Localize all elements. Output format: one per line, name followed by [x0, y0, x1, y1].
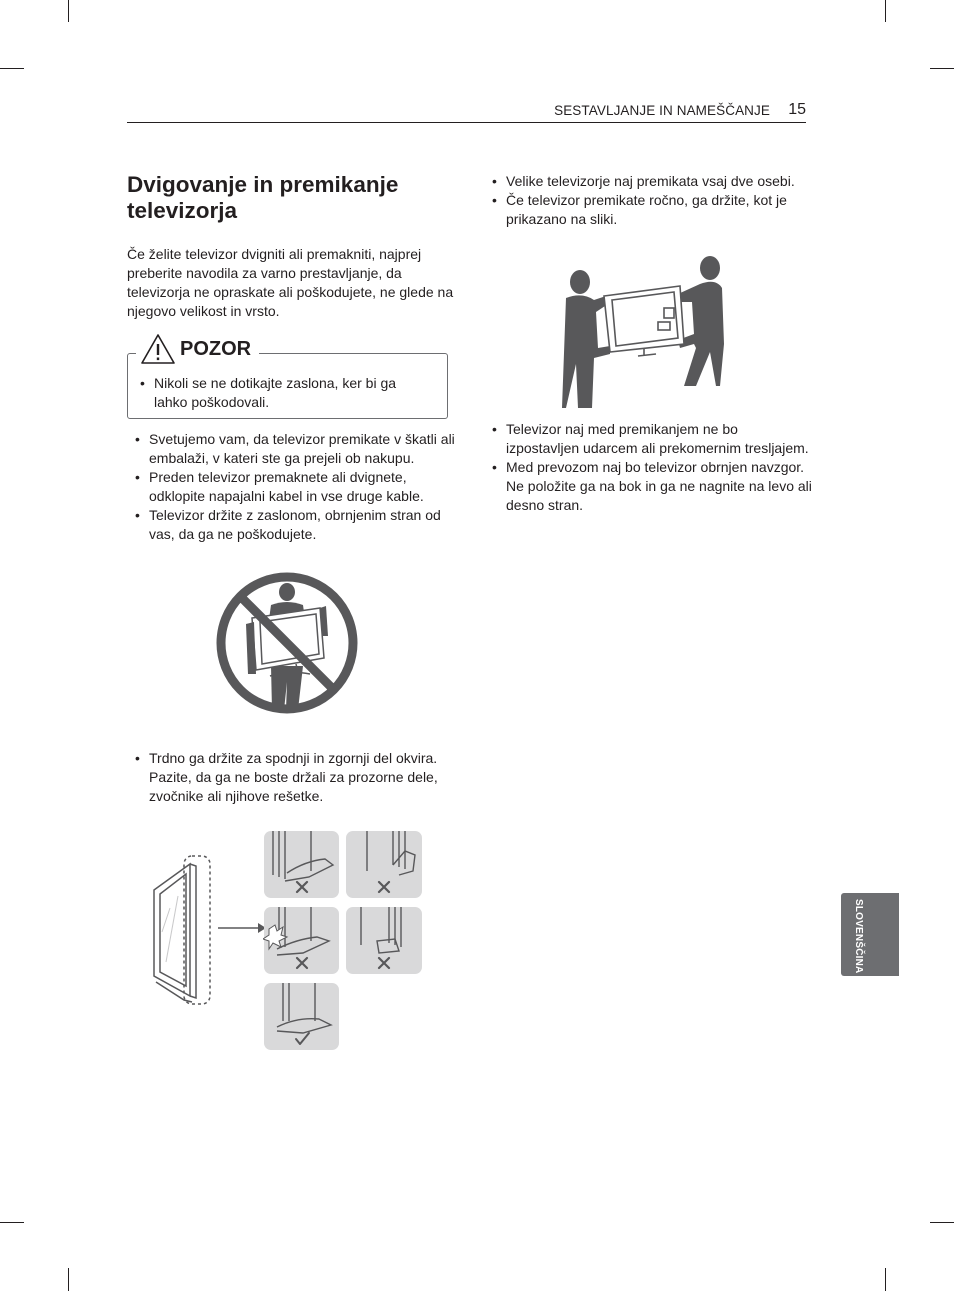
caution-title: POZOR: [180, 337, 252, 360]
language-label: SLOVENŠČINA: [853, 899, 864, 974]
tv-side-view-illustration: [148, 852, 268, 1008]
handling-tips-list: [127, 430, 457, 544]
page-number: 15: [788, 101, 806, 118]
wrong-carry-illustration: [214, 570, 360, 716]
intro-paragraph: Če želite televizor dvigniti ali premakniti, najprej preberite navodila za varno prestavljanje, da televizorja ne opraskate ali poškodujete, ne glede na njegovo velikost in vrsto.: [127, 246, 454, 319]
list-item: • Med prevozom naj bo televizor obrnjen navzgor. Ne položite ga na bok in ga ne nagnite na levo ali desno stran.: [484, 458, 814, 515]
list-item: • Televizor držite z zaslonom, obrnjenim stran od vas, da ga ne poškodujete.: [127, 506, 457, 544]
caution-list: [132, 374, 432, 412]
two-person-carry-illustration: [560, 252, 728, 410]
crop-mark: [930, 68, 954, 69]
crop-mark: [0, 68, 24, 69]
crop-mark: [68, 0, 69, 22]
crop-mark: [0, 1222, 24, 1223]
list-item: • Trdno ga držite za spodnji in zgornji del okvira. Pazite, da ga ne boste držali za prozorne dele, zvočnike ali njihove rešetke.: [127, 749, 457, 806]
list-item: • Svetujemo vam, da televizor premikate v škatli ali embalaži, v kateri ste ga prejeli ob nakupu.: [127, 430, 457, 468]
caution-box: [127, 337, 448, 419]
crop-mark: [68, 1268, 69, 1291]
transport-tips-list: [484, 420, 814, 515]
caution-header: [136, 332, 259, 366]
header-section-title: SESTAVLJANJE IN NAMEŠČANJE: [554, 103, 770, 118]
page-title: Dvigovanje in premikanje televizorja: [127, 172, 399, 223]
crop-mark: [930, 1222, 954, 1223]
list-item: • Velike televizorje naj premikata vsaj dve osebi.: [484, 172, 814, 191]
warning-triangle-icon: [140, 333, 176, 365]
list-item: • Televizor naj med premikanjem ne bo izpostavljen udarcem ali prekomernim tresljajem.: [484, 420, 814, 458]
moving-tips-list: [484, 172, 814, 229]
language-tab: [841, 893, 899, 976]
list-item: • Če televizor premikate ročno, ga držite, kot je prikazano na sliki.: [484, 191, 814, 229]
list-item: • Nikoli se ne dotikajte zaslona, ker bi ga lahko poškodovali.: [132, 374, 432, 412]
grip-examples-illustration: [263, 831, 423, 1051]
list-item: • Preden televizor premaknete ali dvignete, odklopite napajalni kabel in vse druge kable.: [127, 468, 457, 506]
crop-mark: [885, 1268, 886, 1291]
crop-mark: [885, 0, 886, 22]
grip-tips-list: [127, 749, 457, 806]
running-header: [127, 100, 806, 123]
